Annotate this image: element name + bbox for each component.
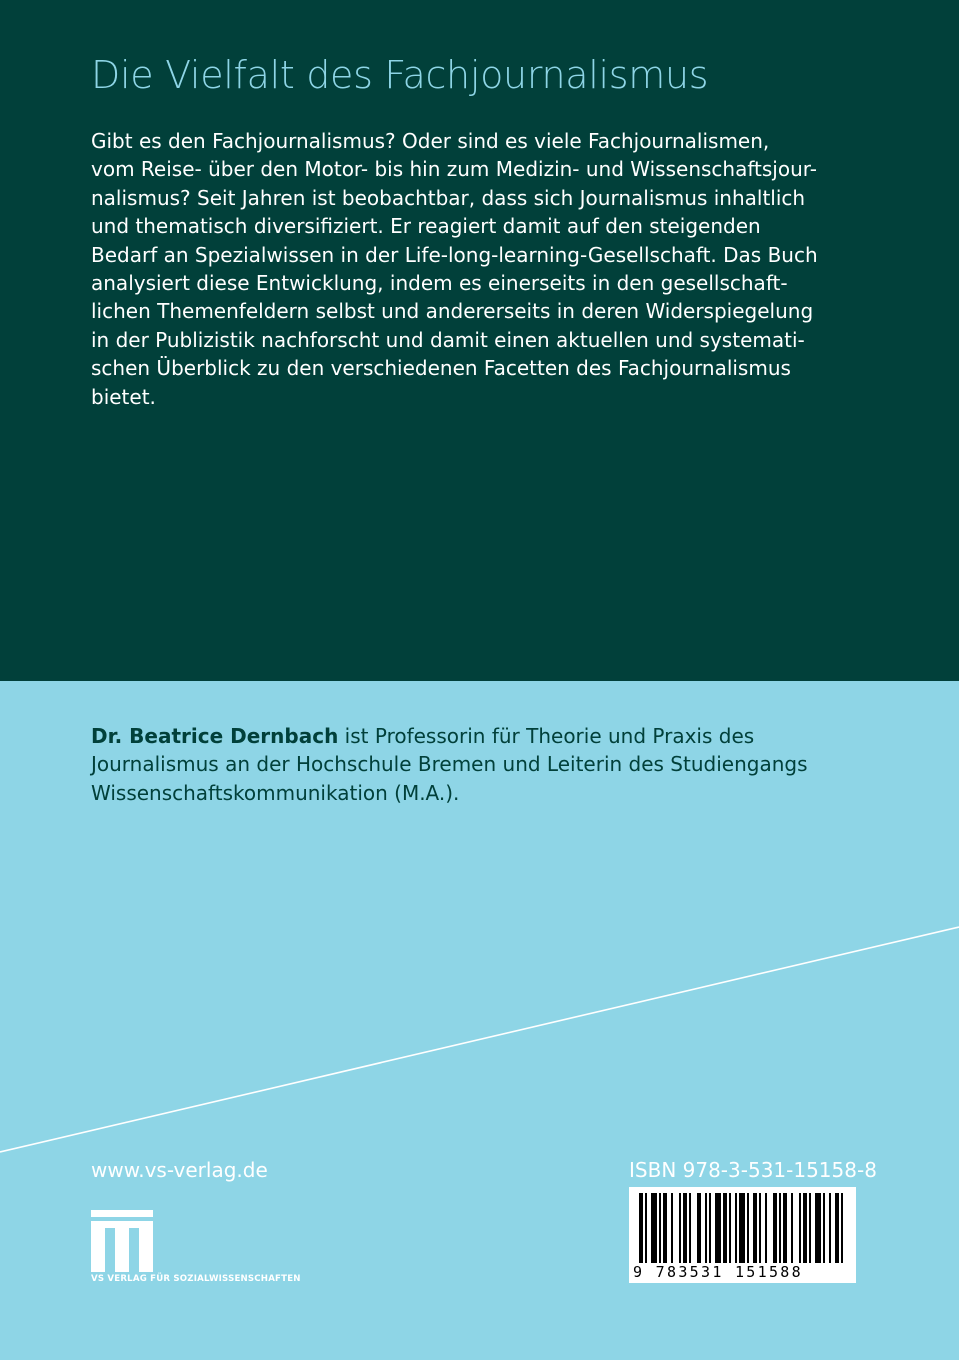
blurb-line: in der Publizistik nachforscht und damit einen aktuellen und systemati- — [91, 327, 805, 352]
blurb-line: vom Reise- über den Motor- bis hin zum Medizin- und Wissenschaftsjour- — [91, 157, 817, 182]
author-line — [91, 722, 891, 750]
blurb-line: Bedarf an Spezialwissen in der Life-long-learning-Gesellschaft. Das Buch — [91, 242, 818, 267]
book-title: Die Vielfalt des Fachjournalismus — [91, 53, 709, 97]
barcode — [629, 1187, 856, 1283]
blurb-line: schen Überblick zu den verschiedenen Facetten des Fachjournalismus — [91, 356, 791, 381]
publisher-name: VS VERLAG FÜR SOZIALWISSENSCHAFTEN — [91, 1274, 301, 1284]
blurb-text — [91, 127, 871, 411]
author-line-2: Journalismus an der Hochschule Bremen und Leiterin des Studiengangs — [91, 752, 808, 777]
author-bio — [91, 722, 891, 807]
blurb-line: nalismus? Seit Jahren ist beobachtbar, dass sich Journalismus inhaltlich — [91, 185, 806, 210]
barcode-number: 9 783531 151588 — [633, 1263, 853, 1281]
isbn-text: ISBN 978-3-531-15158-8 — [629, 1158, 877, 1182]
author-line-3: Wissenschaftskommunikation (M.A.). — [91, 780, 460, 805]
website-link[interactable]: www.vs-verlag.de — [91, 1158, 268, 1182]
blurb-line: bietet. — [91, 384, 156, 409]
blurb-line: und thematisch diversifiziert. Er reagiert damit auf den steigenden — [91, 214, 761, 239]
blurb-line: lichen Themenfeldern selbst und andererseits in deren Widerspiegelung — [91, 299, 814, 324]
blurb-line: Gibt es den Fachjournalismus? Oder sind es viele Fachjournalismen, — [91, 129, 770, 153]
author-name: Dr. Beatrice Dernbach — [91, 724, 339, 748]
author-line-1: ist Professorin für Theorie und Praxis des — [338, 724, 755, 748]
blurb-line: analysiert diese Entwicklung, indem es einerseits in den gesellschaft- — [91, 271, 788, 296]
publisher-logo-icon — [91, 1210, 153, 1272]
